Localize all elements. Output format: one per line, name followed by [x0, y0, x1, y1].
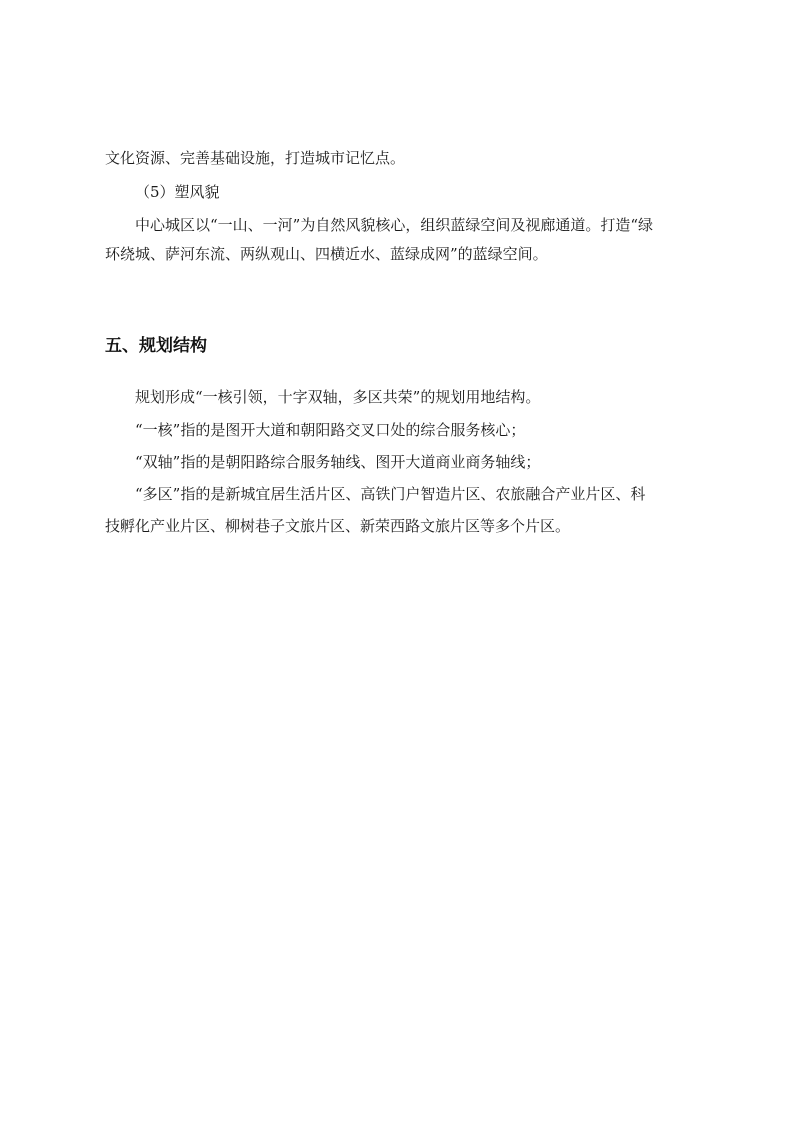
subheading-shape-style: （5）塑风貌 [135, 183, 220, 201]
paragraph-multi-zones-line-2: 技孵化产业片区、柳树巷子文旅片区、新荣西路文旅片区等多个片区。 [105, 517, 571, 535]
paragraph-landscape-line-2: 环绕城、萨河东流、两纵观山、四横近水、蓝绿成网”的蓝绿空间。 [105, 245, 548, 263]
paragraph-multi-zones-line-1: “多区”指的是新城宜居生活片区、高铁门户智造片区、农旅融合产业片区、科 [135, 485, 646, 503]
paragraph-one-core: “一核”指的是图开大道和朝阳路交叉口处的综合服务核心； [135, 421, 526, 439]
section-heading-planning-structure: 五、规划结构 [105, 336, 207, 356]
paragraph-dual-axes: “双轴”指的是朝阳路综合服务轴线、图开大道商业商务轴线； [135, 453, 541, 471]
paragraph-structure-intro: 规划形成“一核引领，十字双轴，多区共荣”的规划用地结构。 [135, 388, 541, 406]
paragraph-landscape-line-1: 中心城区以“一山、一河”为自然风貌核心，组织蓝绿空间及视廊通道。打造“绿 [135, 216, 654, 234]
paragraph-cultural-resources: 文化资源、完善基础设施，打造城市记忆点。 [105, 149, 406, 167]
